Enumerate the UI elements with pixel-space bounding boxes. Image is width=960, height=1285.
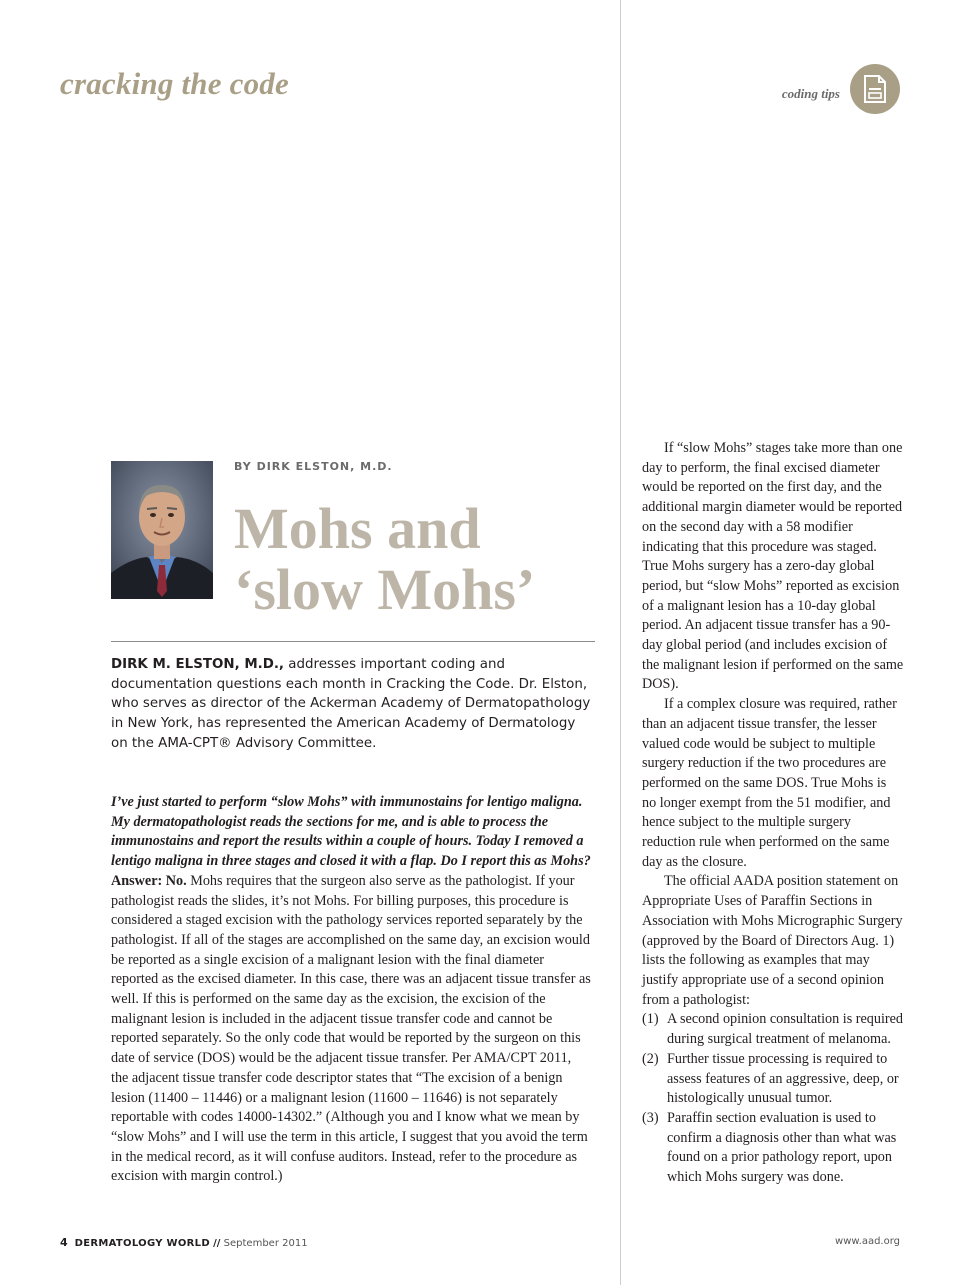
headline: [234, 498, 535, 620]
document-icon: [863, 75, 887, 103]
examples-list: [642, 1010, 904, 1187]
list-item: [642, 1010, 904, 1049]
list-item: [642, 1109, 904, 1188]
website-link[interactable]: www.aad.org: [835, 1236, 900, 1247]
footer-left: [60, 1236, 308, 1249]
page-number: 4: [60, 1236, 68, 1249]
magazine-name: DERMATOLOGY WORLD: [74, 1238, 210, 1249]
author-bio: [111, 655, 595, 754]
answer-label: Answer: No.: [111, 872, 187, 889]
issue-date: September 2011: [223, 1238, 308, 1249]
paragraph: If “slow Mohs” stages take more than one day to perform, the final excised diameter would be reported on the first day, and the additional margin diameter would be reported on the second day with a 58 modifier indicating that this procedure was staged. True Mohs surgery has a zero-day global period, but “slow Mohs” reported as excision of a malignant lesion has a 10-day global period. An adjacent tissue transfer has a 90-day global period (and includes excision of the malignant lesion if performed on the same DOS).: [642, 440, 904, 693]
bio-name: DIRK M. ELSTON, M.D.,: [111, 657, 285, 672]
list-item: [642, 1050, 904, 1109]
author-photo: [111, 461, 213, 599]
left-column: [111, 793, 591, 1187]
list-number: (2): [642, 1050, 659, 1067]
coding-tips-badge: [850, 64, 900, 114]
right-column: [642, 439, 904, 1188]
answer: [111, 872, 591, 1187]
reader-question: I’ve just started to perform “slow Mohs” with immunostains for lentigo maligna. My dermatopathologist reads the sections for me, and is able to process the immunostains and report the results within a couple of hours. Today I removed a lentigo maligna in three stages and closed it with a flap. Do I report this as Mohs?: [111, 794, 591, 870]
headline-line-1: Mohs and: [234, 496, 481, 561]
list-number: (3): [642, 1109, 659, 1126]
answer-text: Mohs requires that the surgeon also serve as the pathologist. If your pathologist reads the slides, it’s not Mohs. For billing purposes, this procedure is considered a staged excision with the pathology services reported separately by the pathologist. If all of the stages are accomplished on the same day, an excision would be reported as a single excision of a malignant lesion with the final diameter reported as the excised diameter. In this case, there was an adjacent tissue transfer as well. If this is performed on the same day as the excision, the excision of the malignant lesion is included in the adjacent tissue transfer code and cannot be reported separately. So the only code that would be reported by the surgeon on this date of service (DOS) would be the adjacent tissue transfer. Per AMA/CPT 2011, the adjacent tissue transfer code descriptor states that “The excision of a benign lesion (11400 – 11446) or a malignant lesion (11600 – 11646) is not separately reportable with codes 14000-14302.” (Although you and I know what we mean by “slow Mohs” and I will use the term in this article, I suggest that you avoid the term in the medical record, as it will confuse auditors. Instead, refer to the procedure as excision with margin control.): [111, 872, 591, 1185]
list-number: (1): [642, 1011, 659, 1028]
list-text: Further tissue processing is required to assess features of an aggressive, deep, or histologically unusual tumor.: [667, 1050, 899, 1107]
footer-separator: //: [213, 1238, 221, 1249]
divider: [111, 641, 595, 642]
list-text: Paraffin section evaluation is used to confirm a diagnosis other than what was found on a prior pathology report, upon which Mohs surgery was done.: [667, 1109, 897, 1186]
headline-line-2: ‘slow Mohs’: [234, 557, 536, 622]
paragraph: If a complex closure was required, rather than an adjacent tissue transfer, the lesser valued code would be subject to multiple surgery reduction if the two procedures are performed on the same DOS. True Mohs is no longer exempt from the 51 modifier, and hence subject to the multiple surgery reduction rule when performed on the same day as the closure.: [642, 696, 897, 870]
list-text: A second opinion consultation is required during surgical treatment of melanoma.: [667, 1011, 904, 1048]
bio-text: addresses important coding and documentation questions each month in Cracking the Code. Dr. Elston, who serves as director of the Ackerman Academy of Dermatopathology in New York, has represented the American Academy of Dermatology on the AMA-CPT® Advisory Committee.: [111, 657, 591, 751]
section-title: cracking the code: [60, 66, 289, 101]
column-divider: [620, 0, 621, 1285]
coding-tips-label: coding tips: [781, 86, 840, 101]
byline: BY DIRK ELSTON, M.D.: [234, 460, 393, 473]
paragraph: The official AADA position statement on Appropriate Uses of Paraffin Sections in Association with Mohs Micrographic Surgery (approved by the Board of Directors Aug. 1) lists the following as examples that may justify appropriate use of a second opinion from a pathologist:: [642, 873, 903, 1008]
